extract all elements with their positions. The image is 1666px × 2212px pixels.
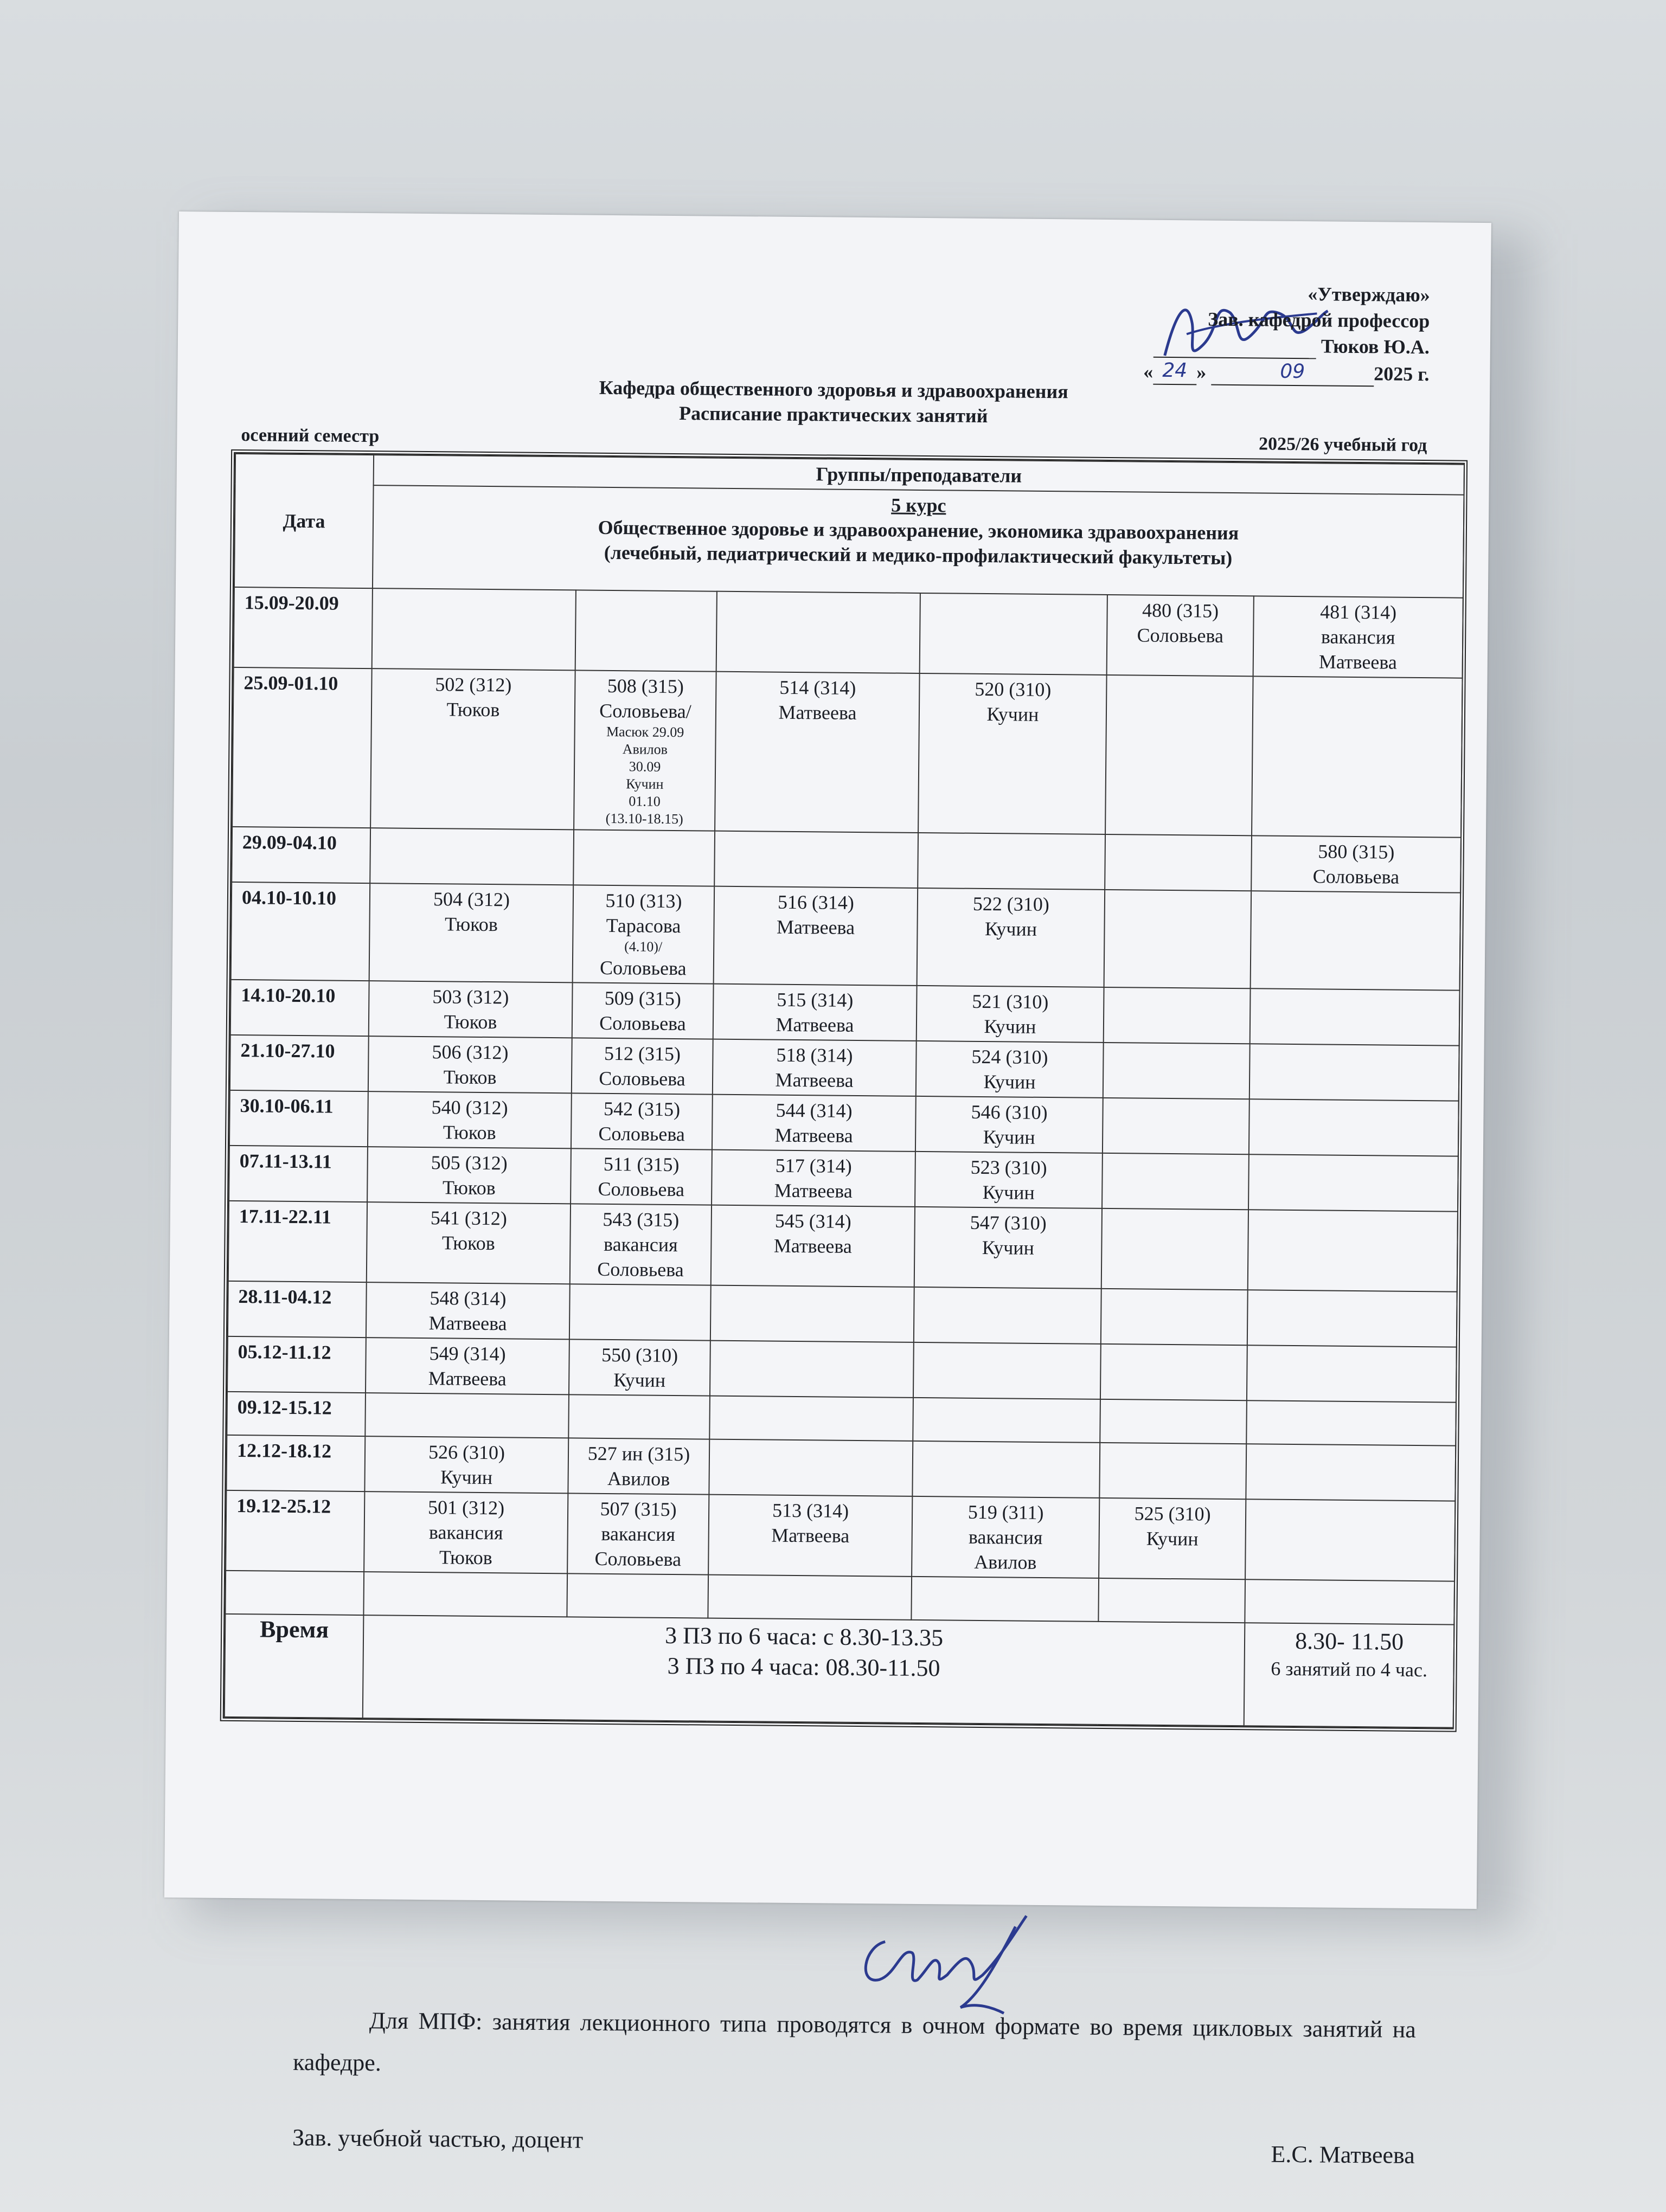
group-cell xyxy=(570,1204,712,1285)
group-cell-line: 548 (314) xyxy=(430,1287,507,1310)
approval-day: 24 xyxy=(1153,358,1196,385)
group-cell-line: 515 (314) xyxy=(777,988,854,1011)
time-right xyxy=(1244,1623,1454,1727)
group-cell xyxy=(710,1341,914,1398)
group-cell-line: 517 (314) xyxy=(775,1154,852,1177)
group-cell-line: 550 (310) xyxy=(601,1343,678,1367)
group-cell-line: Тюков xyxy=(443,1121,496,1144)
semester-label: осенний семестр xyxy=(241,425,380,447)
date-cell: 09.12-15.12 xyxy=(227,1392,366,1436)
group-cell-line: Матвеева xyxy=(776,1013,854,1036)
time-right-line-2: 6 занятий по 4 час. xyxy=(1271,1657,1428,1681)
approval-name-line xyxy=(1143,332,1430,361)
group-cell xyxy=(573,885,715,983)
group-cell-line: Тюков xyxy=(444,1011,497,1033)
group-cell xyxy=(912,1496,1099,1578)
group-cell-line: Кучин xyxy=(986,703,1039,725)
group-cell-line: Соловьева xyxy=(597,1258,684,1281)
group-cell-line: Соловьева xyxy=(599,956,687,980)
group-cell-line: 516 (314) xyxy=(777,891,855,914)
group-cell-line: 503 (312) xyxy=(432,986,509,1008)
group-cell xyxy=(915,1096,1103,1153)
group-cell xyxy=(1251,891,1461,990)
group-cell xyxy=(1100,1399,1247,1444)
group-cell xyxy=(1246,1400,1456,1445)
group-cell xyxy=(363,1572,567,1617)
group-cell xyxy=(917,888,1105,987)
group-cell xyxy=(568,1438,709,1494)
group-cell-line: Соловьева xyxy=(1137,624,1224,647)
subject-label: Общественное здоровье и здравоохранение, экономика здравоохранения xyxy=(598,516,1239,544)
group-cell-line: Тюков xyxy=(439,1546,492,1569)
table-row xyxy=(226,1490,1455,1581)
department-title: Кафедра общественного здоровья и здравоохранения xyxy=(599,376,1068,403)
date-cell: 05.12-11.12 xyxy=(227,1336,366,1393)
group-cell-line: Тюков xyxy=(441,1232,495,1255)
date-cell xyxy=(225,1571,364,1615)
group-cell xyxy=(1250,1044,1459,1101)
group-cell-line: вакансия xyxy=(968,1526,1043,1548)
date-cell: 04.10-10.10 xyxy=(231,882,370,981)
group-cell-line: 512 (315) xyxy=(604,1042,681,1065)
group-cell xyxy=(1248,1210,1458,1291)
group-cell xyxy=(1105,675,1253,835)
group-cell-line: 30.09 xyxy=(629,758,661,775)
schedule-body xyxy=(225,587,1463,1625)
group-cell-line: 501 (312) xyxy=(427,1496,505,1519)
group-cell xyxy=(708,1495,912,1577)
course-label: 5 курс xyxy=(891,494,946,517)
group-cell xyxy=(913,1398,1100,1443)
group-cell-line: Матвеева xyxy=(775,1069,854,1091)
group-cell xyxy=(366,1282,570,1339)
group-cell xyxy=(914,1287,1101,1344)
group-cell-line: вакансия xyxy=(428,1521,503,1544)
group-cell xyxy=(714,831,918,888)
group-cell-line: Кучин xyxy=(1146,1527,1199,1550)
group-cell-line: 480 (315) xyxy=(1142,599,1219,622)
group-cell xyxy=(920,593,1107,675)
group-cell-line: 511 (315) xyxy=(603,1153,680,1176)
group-cell xyxy=(364,1491,568,1573)
group-cell-line: Матвеева xyxy=(778,701,857,724)
table-row xyxy=(232,667,1463,838)
table-row xyxy=(229,1146,1458,1212)
group-cell-line: Тюков xyxy=(442,1176,496,1199)
table-row xyxy=(226,1435,1456,1501)
group-cell xyxy=(1104,890,1252,988)
group-cell xyxy=(709,1439,913,1496)
group-cell xyxy=(916,1041,1104,1098)
group-cell-line: Кучин xyxy=(984,1015,1036,1038)
table-row xyxy=(230,980,1460,1046)
group-cell xyxy=(1248,1154,1458,1211)
group-cell-line: 549 (314) xyxy=(429,1342,506,1365)
group-cell-line: 508 (315) xyxy=(607,674,684,698)
group-cell-line: Авилов xyxy=(622,741,668,757)
time-right-line-1: 8.30- 11.50 xyxy=(1295,1628,1404,1655)
group-cell-line: Матвеева xyxy=(1318,651,1398,673)
group-cell-line: Масюк 29.09 xyxy=(606,723,684,741)
group-cell-line: Авилов xyxy=(607,1467,670,1490)
group-cell xyxy=(1245,1579,1454,1624)
group-cell-line: 518 (314) xyxy=(776,1044,853,1066)
approval-month: 09 xyxy=(1211,358,1374,387)
group-cell xyxy=(571,1093,713,1149)
group-cell xyxy=(567,1493,709,1574)
group-cell xyxy=(915,1152,1103,1208)
date-cell: 07.11-13.11 xyxy=(229,1146,368,1202)
group-cell-line: Кучин xyxy=(613,1369,666,1391)
group-cell-line: Соловьева xyxy=(599,1012,686,1035)
table-row xyxy=(232,827,1461,893)
group-cell xyxy=(1099,1498,1246,1579)
date-cell: 19.12-25.12 xyxy=(226,1490,364,1572)
approval-year: 2025 г. xyxy=(1374,363,1430,385)
group-cell xyxy=(712,1095,916,1152)
document-title: Расписание практических занятий xyxy=(678,402,988,427)
group-cell xyxy=(914,1207,1102,1289)
group-cell xyxy=(364,1436,568,1493)
table-row xyxy=(227,1336,1457,1403)
group-cell-line: вакансия xyxy=(603,1233,678,1256)
group-cell-line: (4.10)/ xyxy=(624,938,663,955)
group-cell-line: 519 (311) xyxy=(967,1501,1044,1524)
group-cell-line: Тюков xyxy=(446,698,500,721)
group-cell-line: Кучин xyxy=(982,1181,1035,1204)
group-cell xyxy=(1247,1290,1457,1347)
mpf-note: Для МПФ: занятия лекционного типа проводятся в очном формате во время цикловых занятий на кафедре. xyxy=(293,2007,1417,2076)
group-cell xyxy=(369,883,574,982)
group-cell-line: вакансия xyxy=(1321,626,1395,648)
table-row xyxy=(228,1201,1458,1292)
group-cell-line: Соловьева xyxy=(594,1547,682,1571)
group-cell-line: Кучин xyxy=(440,1466,493,1489)
date-cell: 28.11-04.12 xyxy=(228,1281,367,1338)
group-cell xyxy=(569,1284,711,1340)
group-cell-line: 509 (315) xyxy=(604,987,682,1010)
group-cell xyxy=(1104,987,1251,1044)
time-main-line-1: 3 ПЗ по 6 часа: с 8.30-13.35 xyxy=(664,1622,944,1651)
group-cell-line: Матвеева xyxy=(428,1367,507,1390)
group-cell-line: Соловьева xyxy=(598,1178,685,1201)
group-cell xyxy=(912,1441,1100,1498)
group-cell xyxy=(716,591,920,673)
group-cell xyxy=(372,588,576,670)
group-cell-line: 505 (312) xyxy=(431,1152,508,1174)
date-cell: 21.10-27.10 xyxy=(230,1035,369,1091)
group-cell-line: 521 (310) xyxy=(972,990,1049,1013)
group-cell xyxy=(1249,1099,1459,1156)
group-cell xyxy=(708,1575,912,1620)
faculties-label: (лечебный, педиатрический и медико-профилактический факультеты) xyxy=(604,541,1233,569)
group-cell xyxy=(714,886,918,986)
date-cell: 29.09-04.10 xyxy=(232,827,370,883)
group-cell-line: 580 (315) xyxy=(1318,840,1395,863)
group-cell-line: Матвеева xyxy=(428,1312,507,1335)
group-cell xyxy=(918,833,1105,890)
schedule-table-frame xyxy=(220,449,1468,1732)
group-cell xyxy=(1103,1098,1250,1154)
group-cell-line: Матвеева xyxy=(776,916,855,938)
group-cell xyxy=(911,1577,1099,1622)
group-cell-line: 543 (315) xyxy=(603,1208,680,1231)
group-cell-line: Соловьева xyxy=(598,1122,685,1146)
time-label: Время xyxy=(225,1614,364,1718)
date-cell: 30.10-06.11 xyxy=(229,1090,368,1147)
group-cell-line: 504 (312) xyxy=(433,888,510,911)
group-cell xyxy=(572,1038,713,1094)
footer-name: Е.С. Матвеева xyxy=(1271,2140,1415,2169)
date-column-header: Дата xyxy=(234,454,374,588)
groups-header: Группы/преподаватели xyxy=(374,455,1464,495)
date-cell: 14.10-20.10 xyxy=(230,980,369,1036)
group-cell-line: 523 (310) xyxy=(970,1156,1047,1179)
date-cell: 17.11-22.11 xyxy=(228,1201,367,1282)
group-cell-line: Кучин xyxy=(983,1071,1036,1093)
group-cell xyxy=(367,1147,571,1204)
group-cell-line: 514 (314) xyxy=(779,676,856,699)
group-cell-line: Соловьева/ xyxy=(599,699,691,723)
group-cell-line: (13.10-18.15) xyxy=(605,810,683,827)
group-cell xyxy=(917,986,1104,1043)
group-cell xyxy=(365,1393,569,1438)
approval-block xyxy=(1143,280,1430,388)
group-cell-line: 546 (310) xyxy=(971,1101,1048,1124)
group-cell xyxy=(1251,835,1461,892)
footer-position: Зав. учебной частью, доцент xyxy=(292,2124,584,2153)
group-cell xyxy=(1103,1043,1250,1099)
group-cell-line: 526 (310) xyxy=(428,1441,505,1464)
group-cell-line: 507 (315) xyxy=(600,1497,677,1521)
group-cell-line: Кучин xyxy=(626,776,664,792)
document-titles xyxy=(177,371,1490,433)
group-cell-line: Тюков xyxy=(444,913,498,936)
academic-year-label: 2025/26 учебный год xyxy=(1258,434,1427,456)
group-cell xyxy=(712,1150,915,1207)
date-cell: 12.12-18.12 xyxy=(226,1435,365,1491)
group-cell xyxy=(1107,595,1254,676)
group-cell xyxy=(1250,988,1460,1045)
group-cell-line: 506 (312) xyxy=(432,1041,509,1064)
group-cell-line: 01.10 xyxy=(629,793,661,809)
table-row xyxy=(234,587,1463,678)
group-cell-line: Тюков xyxy=(443,1066,497,1089)
group-cell xyxy=(370,828,574,885)
group-cell-line: Кучин xyxy=(982,1236,1035,1259)
group-cell xyxy=(569,1339,710,1396)
group-cell-line: 547 (310) xyxy=(970,1211,1047,1234)
group-cell-line: 525 (310) xyxy=(1134,1502,1211,1525)
time-main xyxy=(363,1615,1245,1726)
approval-position: Зав. кафедрой профессор xyxy=(1208,308,1430,332)
group-cell xyxy=(709,1396,913,1441)
group-cell xyxy=(367,1202,571,1284)
group-cell-line: Кучин xyxy=(984,918,1037,940)
group-cell xyxy=(1246,1444,1456,1501)
table-row xyxy=(230,1035,1459,1101)
course-header xyxy=(373,485,1464,598)
table-row xyxy=(228,1281,1457,1347)
group-cell xyxy=(369,981,573,1038)
group-cell xyxy=(574,670,716,831)
group-cell-line: Соловьева xyxy=(599,1067,685,1090)
group-cell xyxy=(1100,1344,1247,1400)
group-cell-line: вакансия xyxy=(601,1522,676,1546)
group-cell-line: 502 (312) xyxy=(435,673,512,696)
group-cell-line: 541 (312) xyxy=(430,1207,507,1230)
group-cell xyxy=(1098,1578,1245,1623)
group-cell-line: 527 ин (315) xyxy=(587,1442,690,1465)
approval-name: Тюков Ю.А. xyxy=(1321,335,1430,358)
schedule-sheet xyxy=(164,211,1491,2169)
group-cell-line: 522 (310) xyxy=(972,892,1050,916)
group-cell xyxy=(1245,1499,1455,1581)
group-cell-line: 510 (313) xyxy=(605,889,682,912)
group-cell xyxy=(575,590,717,671)
group-cell-line: 545 (314) xyxy=(774,1210,851,1232)
group-cell-line: 520 (310) xyxy=(975,678,1052,701)
group-cell-line: 524 (310) xyxy=(971,1045,1048,1069)
schedule-table xyxy=(224,453,1465,1728)
group-cell xyxy=(568,1394,710,1439)
approval-title: «Утверждаю» xyxy=(1308,283,1430,306)
group-cell-line: Матвеева xyxy=(771,1524,850,1547)
table-row xyxy=(229,1090,1459,1156)
date-cell: 15.09-20.09 xyxy=(234,587,373,668)
group-cell xyxy=(1101,1208,1248,1290)
group-cell xyxy=(1252,676,1463,837)
group-cell xyxy=(368,1091,572,1148)
date-cell: 25.09-01.10 xyxy=(232,667,372,828)
group-cell xyxy=(710,1285,914,1342)
group-cell-line: Матвеева xyxy=(774,1179,853,1202)
group-cell xyxy=(567,1573,708,1618)
group-cell xyxy=(713,1039,917,1096)
group-cell xyxy=(713,984,917,1041)
table-row xyxy=(231,882,1461,991)
group-cell xyxy=(573,829,715,886)
group-cell xyxy=(1102,1153,1249,1210)
group-cell-line: 542 (315) xyxy=(603,1097,681,1121)
group-cell xyxy=(918,673,1107,834)
group-cell xyxy=(1101,1289,1248,1345)
group-cell xyxy=(571,1148,712,1205)
group-cell xyxy=(366,1338,569,1394)
group-cell xyxy=(913,1342,1101,1399)
group-cell xyxy=(1099,1443,1246,1499)
group-cell xyxy=(1247,1345,1457,1402)
group-cell-line: Тарасова xyxy=(606,914,681,937)
footer-signature-icon xyxy=(852,1904,1048,2024)
group-cell xyxy=(368,1036,572,1093)
group-cell xyxy=(1253,596,1463,678)
group-cell-line: Кучин xyxy=(983,1126,1035,1148)
group-cell xyxy=(1105,834,1252,891)
group-cell-line: 540 (312) xyxy=(431,1096,508,1119)
group-cell-line: Соловьева xyxy=(1312,865,1400,888)
group-cell xyxy=(572,982,714,1039)
group-cell xyxy=(711,1205,915,1287)
group-cell xyxy=(370,668,575,829)
group-cell-line: 513 (314) xyxy=(772,1499,849,1522)
group-cell-line: Авилов xyxy=(974,1551,1037,1573)
group-cell-line: Матвеева xyxy=(773,1234,853,1257)
approval-date-line: « 24 » 09 2025 г. xyxy=(1143,358,1430,388)
time-main-line-2: 3 ПЗ по 4 часа: 08.30-11.50 xyxy=(667,1652,940,1682)
group-cell-line: 544 (314) xyxy=(776,1099,853,1122)
group-cell-line: 481 (314) xyxy=(1320,601,1397,623)
group-cell xyxy=(715,672,920,833)
group-cell-line: Матвеева xyxy=(774,1124,853,1147)
